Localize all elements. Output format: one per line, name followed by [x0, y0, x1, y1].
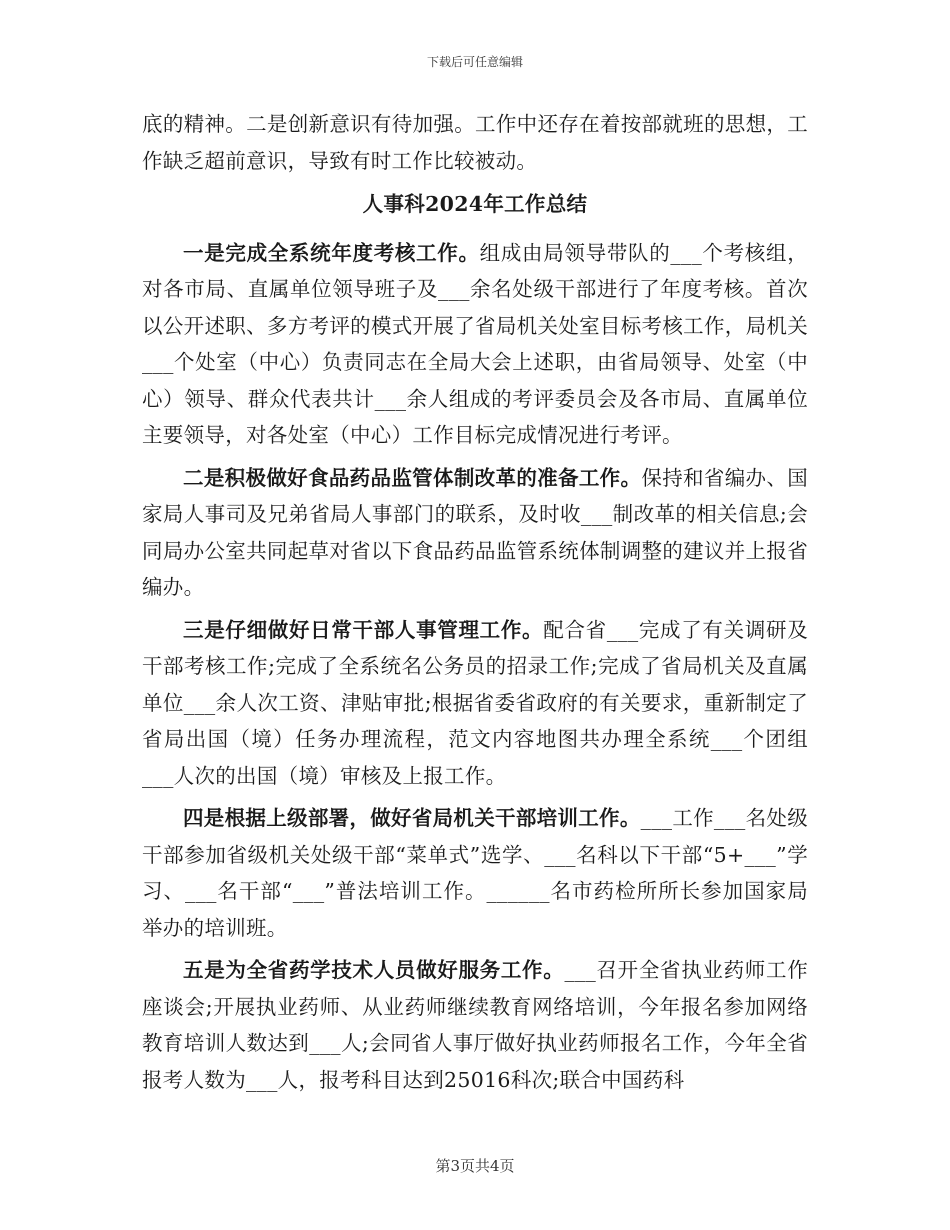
continuation-paragraph: 底的精神。二是创新意识有待加强。工作中还存在着按部就班的思想，工作缺乏超前意识，导致有时工作比较被动。 [142, 112, 808, 173]
section-title: 人事科2024年工作总结 [362, 192, 588, 216]
paragraph-2-text: 保持和省编办、国家局人事司及兄弟省局人事部门的联系，及时收___制改革的相关信息;会同局办公室共同起草对省以下食品药品监管系统体制调整的建议并上报省编办。 [142, 465, 808, 599]
paragraph-1 [142, 235, 808, 454]
paragraph-5-text: ___召开全省执业药师工作座谈会;开展执业药师、从业药师继续教育网络培训，今年报名参加网络教育培训人数达到___人;会同省人事厅做好执业药师报名工作，今年全省报考人数为___人，报考科目达到25016科次;联合中国药科 [142, 958, 808, 1092]
paragraph-3 [142, 612, 808, 795]
paragraph-4-lead: 四是根据上级部署，做好省局机关干部培训工作。 [183, 806, 641, 830]
document-body [142, 106, 808, 1104]
paragraph-1-text: 组成由局领导带队的___个考核组，对各市局、直属单位领导班子及___余名处级干部进行了年度考核。首次以公开述职、多方考评的模式开展了省局机关处室目标考核工作，局机关___个处室（中心）负责同志在全局大会上述职，由省局领导、处室（中心）领导、群众代表共计___余人组成的考评委员会及各市局、直属单位主要领导，对各处室（中心）工作目标完成情况进行考评。 [142, 240, 808, 447]
page-header: 下载后可任意编辑 [426, 55, 523, 69]
paragraph-2 [142, 460, 808, 606]
paragraph-2-lead: 二是积极做好食品药品监管体制改革的准备工作。 [183, 465, 642, 490]
paragraph-5-lead: 五是为全省药学技术人员做好服务工作。 [183, 958, 565, 982]
paragraph-3-text: 配合省___完成了有关调研及干部考核工作;完成了全系统名公务员的招录工作;完成了省局机关及直属单位___余人次工资、津贴审批;根据省委省政府的有关要求，重新制定了省局出国（境）任务办理流程，范文内容地图共办理全系统___个团组___人次的出国（境）审核及上报工作。 [142, 617, 808, 788]
paragraph-4-text: ___工作___名处级干部参加省级机关处级干部“菜单式”选学、___名科以下干部“5+___”学习、___名干部“___”普法培训工作。______名市药检所所长参加国家局举办的培训班。 [142, 806, 808, 940]
paragraph-3-lead: 三是仔细做好日常干部人事管理工作。 [183, 617, 544, 642]
page-footer: 第3页共4页 [435, 1157, 515, 1175]
paragraph-1-lead: 一是完成全系统年度考核工作。 [183, 240, 480, 265]
paragraph-5 [142, 952, 808, 1098]
paragraph-4 [142, 800, 808, 946]
